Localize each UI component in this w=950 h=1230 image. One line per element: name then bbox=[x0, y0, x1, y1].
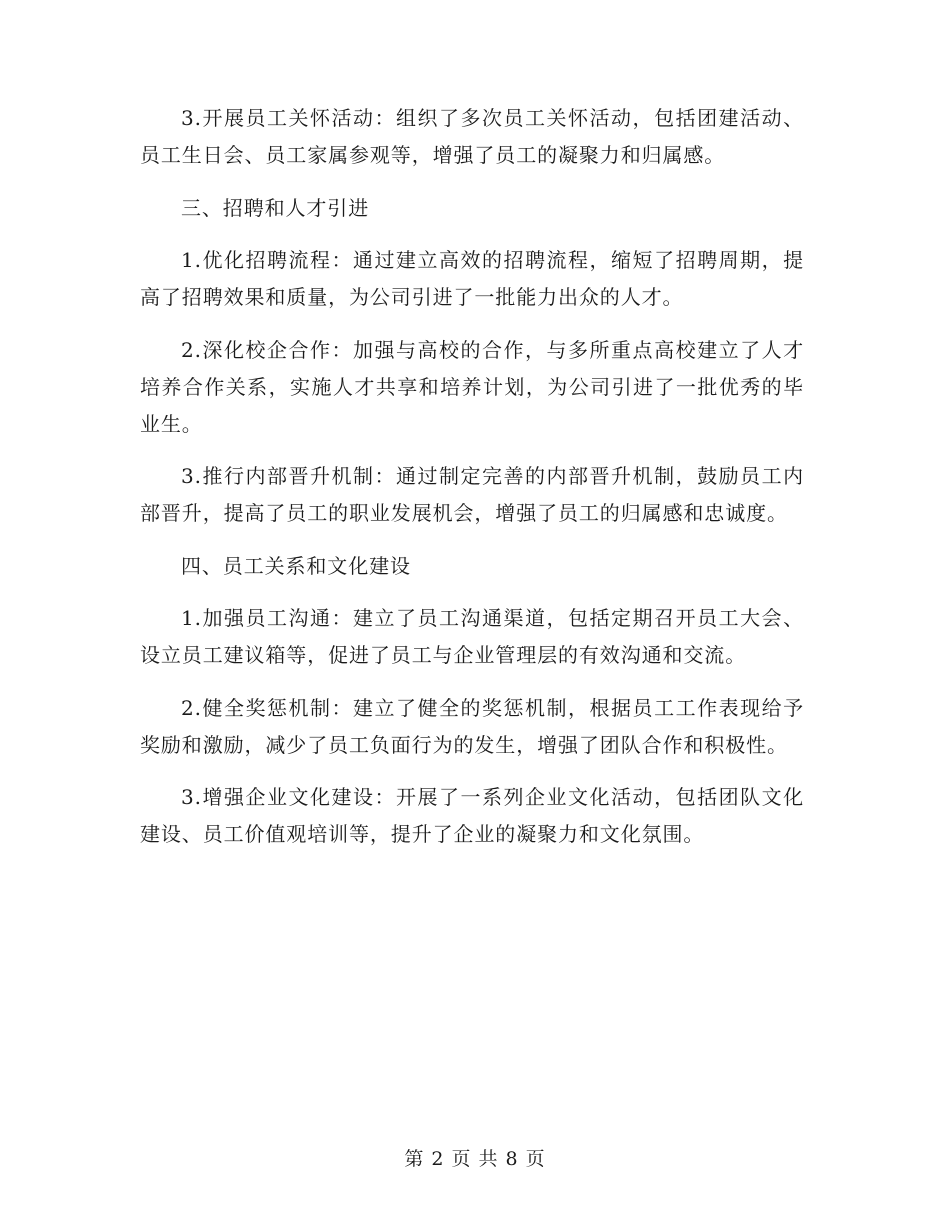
section-heading-recruitment: 三、招聘和人才引进 bbox=[181, 195, 370, 220]
paragraph-employee-communication: 1.加强员工沟通：建立了员工沟通渠道，包括定期召开员工大会、设立员工建议箱等，促进了员工与企业管理层的有效沟通和交流。 bbox=[140, 606, 804, 667]
paragraph-optimize-recruitment: 1.优化招聘流程：通过建立高效的招聘流程，缩短了招聘周期，提高了招聘效果和质量，为公司引进了一批能力出众的人才。 bbox=[140, 248, 804, 309]
paragraph-internal-promotion: 3.推行内部晋升机制：通过制定完善的内部晋升机制，鼓励员工内部晋升，提高了员工的职业发展机会，增强了员工的归属感和忠诚度。 bbox=[140, 464, 804, 525]
paragraph-employee-care: 3.开展员工关怀活动：组织了多次员工关怀活动，包括团建活动、员工生日会、员工家属参观等，增强了员工的凝聚力和归属感。 bbox=[140, 106, 804, 167]
document-body bbox=[140, 100, 804, 869]
paragraph-reward-punishment: 2.健全奖惩机制：建立了健全的奖惩机制，根据员工工作表现给予奖励和激励，减少了员工负面行为的发生，增强了团队合作和积极性。 bbox=[140, 695, 804, 757]
paragraph-school-enterprise-cooperation: 2.深化校企合作：加强与高校的合作，与多所重点高校建立了人才培养合作关系，实施人才共享和培养计划，为公司引进了一批优秀的毕业生。 bbox=[140, 337, 804, 436]
paragraph-corporate-culture: 3.增强企业文化建设：开展了一系列企业文化活动，包括团队文化建设、员工价值观培训等，提升了企业的凝聚力和文化氛围。 bbox=[140, 785, 804, 846]
section-heading-employee-relations: 四、员工关系和文化建设 bbox=[181, 553, 411, 578]
page-number-label: 第 2 页 共 8 页 bbox=[404, 1148, 546, 1170]
page-footer bbox=[0, 1144, 950, 1171]
